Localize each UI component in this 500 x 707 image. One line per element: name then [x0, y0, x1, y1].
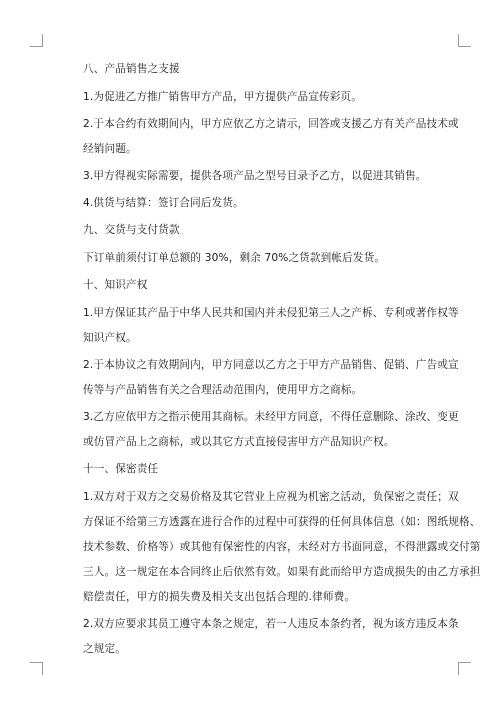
text-line: 下订单前须付订单总额的 30%，剩余 70%之货款到帐后发货。	[83, 252, 386, 264]
text-line: 2.于本协议之有效期间内，甲方同意以乙方之于甲方产品销售、促销、广告或宣	[83, 359, 459, 371]
text-line: 或仿冒产品上之商标，或以其它方式直接侵害甲方产品知识产权。	[83, 436, 395, 448]
text-line: 方保证不给第三方透露在进行合作的过程中可获得的任何具体信息（如：图纸规格、	[83, 516, 481, 528]
text-line: 1.双方对于双方之交易价格及其它营业上应视为机密之活动，负保密之责任；双	[83, 491, 459, 503]
text-line: 之规定。	[83, 643, 126, 655]
text-line: 八、产品销售之支援	[83, 63, 180, 75]
text-line: 技术参数、价格等）或其他有保密性的内容，未经对方书面同意，不得泄露或交付第	[83, 541, 481, 553]
document-body	[83, 62, 481, 669]
text-line: 1.甲方保证其产品于中华人民共和国内并未侵犯第三人之产柝、专利或著作权等	[83, 307, 459, 319]
paragraph	[83, 90, 423, 105]
paragraph	[83, 358, 459, 398]
paragraph	[83, 196, 423, 211]
text-line: 3.甲方得视实际需要，提供各项产品之型号目录予乙方，以促进其销售。	[83, 170, 427, 182]
text-line: 传等与产品销售有关之合理活动范围内，使用甲方之商标。	[83, 384, 363, 396]
paragraph	[83, 169, 427, 184]
paragraph	[83, 306, 459, 346]
text-line: 1.为促进乙方推广销售甲方产品，甲方提供产品宣传彩页。	[83, 91, 362, 103]
section-heading	[83, 223, 423, 238]
crop-mark-bottom-left	[30, 662, 43, 675]
text-line: 4.供货与结算：签订合同后发货。	[83, 197, 244, 209]
crop-mark-top-left	[30, 34, 43, 47]
crop-mark-top-right	[458, 34, 471, 47]
text-line: 3.乙方应依甲方之指示使用其商标。未经甲方同意，不得任意删除、涂改、变更	[83, 411, 459, 423]
text-line: 2.双方应要求其员工遵守本条之规定，若一人违反本条约者，视为该方违反本条	[83, 618, 459, 630]
text-line: 九、交货与支付货款	[83, 224, 180, 236]
section-heading	[83, 462, 423, 477]
text-line: 十一、保密责任	[83, 463, 159, 475]
paragraph	[83, 251, 423, 266]
section-heading	[83, 62, 423, 77]
text-line: 2.于本合约有效期间内，甲方应依乙方之请示，回答或支援乙方有关产品技术或	[83, 118, 459, 130]
paragraph	[83, 410, 459, 450]
text-line: 经销问题。	[83, 143, 137, 155]
paragraph	[83, 617, 459, 657]
text-line: 十、知识产权	[83, 279, 148, 291]
text-line: 赔偿责任，甲方的损失费及相关支出包括合理的.律师费。	[83, 591, 356, 603]
text-line: 三人。这一规定在本合同终止后依然有效。如果有此而给甲方造成损失的由乙方承担	[83, 566, 481, 578]
section-heading	[83, 278, 423, 293]
paragraph	[83, 117, 459, 157]
crop-mark-bottom-right	[458, 662, 471, 675]
text-line: 知识产权。	[83, 332, 137, 344]
paragraph	[83, 490, 481, 605]
